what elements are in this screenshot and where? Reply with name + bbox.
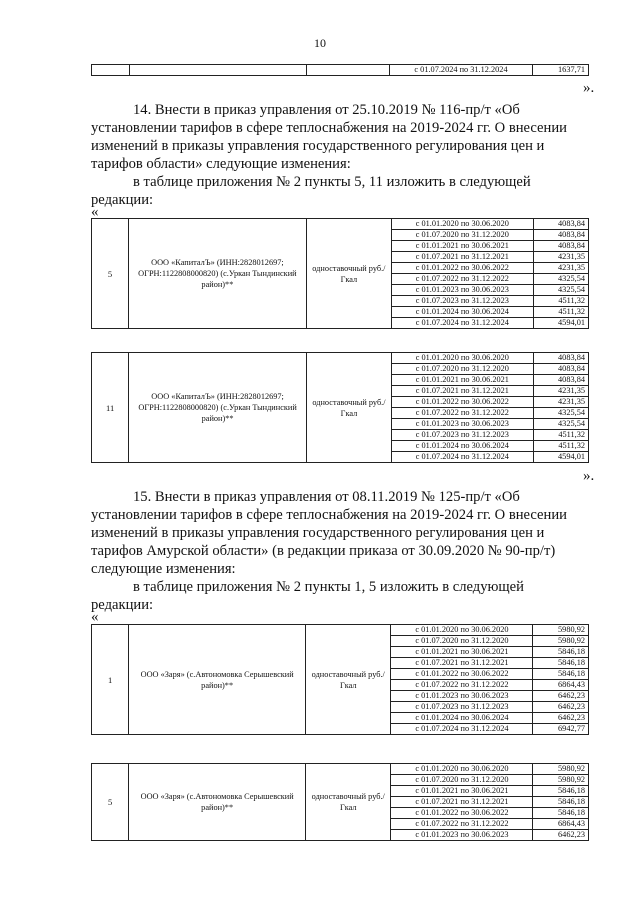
continuation-table [91,64,589,76]
period-cell: с 01.07.2020 по 31.12.2020 [392,364,534,375]
value-cell: 4325,54 [533,285,588,296]
value-cell: 5980,92 [533,764,589,775]
value-cell: 5846,18 [533,797,589,808]
period-cell: с 01.01.2021 по 30.06.2021 [391,241,533,252]
period-cell: с 01.01.2022 по 30.06.2022 [392,397,534,408]
value-cell: 5846,18 [533,647,589,658]
closing-quote: ». [583,468,595,484]
value-cell: 5846,18 [533,658,589,669]
period-cell: с 01.07.2021 по 31.12.2021 [391,797,533,808]
value-cell: 5980,92 [533,636,589,647]
item-14-text [91,101,599,209]
value-cell: 4231,35 [533,263,588,274]
value-cell: 4594,01 [533,452,588,463]
paragraph-line: изменений в приказы управления государственного регулирования цен и [91,138,545,154]
period-cell: с 01.01.2020 по 30.06.2020 [391,764,533,775]
period-cell: с 01.07.2022 по 31.12.2022 [391,819,533,830]
value-cell: 4231,35 [533,397,588,408]
paragraph-line: в таблице приложения № 2 пункты 5, 11 изложить в следующей [133,174,531,190]
value-cell: 4083,84 [533,353,588,364]
period-cell: с 01.01.2020 по 30.06.2020 [392,353,534,364]
open-quote: « [91,609,99,625]
value-cell: 6462,23 [533,713,589,724]
period-cell: с 01.07.2020 по 31.12.2020 [391,775,533,786]
period-cell: с 01.07.2022 по 31.12.2022 [391,680,533,691]
organization-cell: ООО «КапиталЪ» (ИНН:2828012697; ОГРН:1122808000820) (с.Уркан Тындинский район)** [129,353,307,463]
paragraph-line: тарифов области» следующие изменения: [91,156,351,172]
value-cell: 4083,84 [533,219,588,230]
period-cell: с 01.01.2024 по 30.06.2024 [391,713,533,724]
paragraph-line: 14. Внести в приказ управления от 25.10.2019 № 116-пр/т «Об [133,102,520,118]
item-number-cell: 1 [92,625,129,735]
period-cell: с 01.01.2020 по 30.06.2020 [391,219,533,230]
period-cell: с 01.07.2020 по 31.12.2020 [391,230,533,241]
period-cell: с 01.01.2023 по 30.06.2023 [391,285,533,296]
paragraph-line: установлении тарифов в сфере теплоснабжения на 2019-2024 гг. О внесении [91,507,567,523]
item-number-cell: 5 [92,219,129,329]
paragraph-line: изменений в приказы управления государственного регулирования цен и [91,525,545,541]
period-cell: с 01.07.2023 по 31.12.2023 [392,430,534,441]
period-cell: с 01.07.2023 по 31.12.2023 [391,702,533,713]
paragraph-line: следующие изменения: [91,561,236,577]
value-cell: 6462,23 [533,691,589,702]
item-number-cell: 5 [92,764,129,841]
tariff-table-2 [91,352,589,463]
period-cell: с 01.01.2021 по 30.06.2021 [391,786,533,797]
period-cell: с 01.07.2024 по 31.12.2024 [390,65,533,76]
value-cell: 1637,71 [533,65,589,76]
table-row [92,353,589,364]
paragraph-line: в таблице приложения № 2 пункты 1, 5 изложить в следующей [133,579,524,595]
period-cell: с 01.07.2024 по 31.12.2024 [392,452,534,463]
page-number: 10 [314,36,326,50]
value-cell: 6942,77 [533,724,589,735]
period-cell: с 01.01.2024 по 30.06.2024 [392,441,534,452]
item-number-cell: 11 [92,353,129,463]
tariff-table-3 [91,624,589,735]
period-cell: с 01.07.2024 по 31.12.2024 [391,318,533,329]
closing-quote: ». [583,80,595,96]
table-row [92,219,589,230]
tariff-type-cell: одноставочный руб./Гкал [306,353,391,463]
tariff-table-4 [91,763,589,841]
period-cell: с 01.01.2020 по 30.06.2020 [391,625,533,636]
value-cell: 6864,43 [533,819,589,830]
value-cell: 4231,35 [533,252,588,263]
value-cell: 4594,01 [533,318,588,329]
value-cell: 5846,18 [533,786,589,797]
value-cell: 5980,92 [533,775,589,786]
period-cell: с 01.07.2020 по 31.12.2020 [391,636,533,647]
value-cell: 4511,32 [533,307,588,318]
table-row [92,65,589,76]
value-cell: 4083,84 [533,375,588,386]
tariff-type-cell: одноставочный руб./Гкал [306,219,391,329]
value-cell: 5846,18 [533,669,589,680]
value-cell: 6462,23 [533,830,589,841]
period-cell: с 01.07.2021 по 31.12.2021 [391,252,533,263]
tariff-type-cell: одноставочный руб./Гкал [306,625,391,735]
value-cell: 4511,32 [533,296,588,307]
tariff-table-1 [91,218,589,329]
value-cell: 4083,84 [533,241,588,252]
value-cell: 6864,43 [533,680,589,691]
value-cell: 4083,84 [533,230,588,241]
period-cell: с 01.01.2022 по 30.06.2022 [391,808,533,819]
period-cell: с 01.01.2022 по 30.06.2022 [391,669,533,680]
period-cell: с 01.01.2023 по 30.06.2023 [391,830,533,841]
open-quote: « [91,204,99,220]
period-cell: с 01.07.2024 по 31.12.2024 [391,724,533,735]
value-cell: 4231,35 [533,386,588,397]
value-cell: 4325,54 [533,408,588,419]
paragraph-line: редакции: [91,192,154,208]
period-cell: с 01.07.2023 по 31.12.2023 [391,296,533,307]
paragraph-line: установлении тарифов в сфере теплоснабжения на 2019-2024 гг. О внесении [91,120,567,136]
item-15-text [91,488,599,614]
table-row [92,764,589,775]
paragraph-line: 15. Внести в приказ управления от 08.11.2019 № 125-пр/т «Об [133,489,520,505]
paragraph-line: тарифов Амурской области» (в редакции приказа от 30.09.2020 № 90-пр/т) [91,543,556,559]
period-cell: с 01.01.2021 по 30.06.2021 [392,375,534,386]
value-cell: 4325,54 [533,419,588,430]
value-cell: 5980,92 [533,625,589,636]
value-cell: 6462,23 [533,702,589,713]
value-cell: 4511,32 [533,441,588,452]
period-cell: с 01.01.2021 по 30.06.2021 [391,647,533,658]
period-cell: с 01.07.2021 по 31.12.2021 [392,386,534,397]
period-cell: с 01.01.2023 по 30.06.2023 [392,419,534,430]
organization-cell: ООО «Заря» (с.Автономовка Серышевский район)** [129,625,306,735]
value-cell: 4325,54 [533,274,588,285]
tariff-type-cell: одноставочный руб./Гкал [306,764,391,841]
table-row [92,625,589,636]
organization-cell: ООО «КапиталЪ» (ИНН:2828012697; ОГРН:1122808000820) (с.Уркан Тындинский район)** [128,219,306,329]
period-cell: с 01.07.2021 по 31.12.2021 [391,658,533,669]
period-cell: с 01.07.2022 по 31.12.2022 [391,274,533,285]
period-cell: с 01.01.2023 по 30.06.2023 [391,691,533,702]
paragraph-line: редакции: [91,597,154,613]
organization-cell: ООО «Заря» (с.Автономовка Серышевский район)** [129,764,306,841]
period-cell: с 01.07.2022 по 31.12.2022 [392,408,534,419]
value-cell: 5846,18 [533,808,589,819]
value-cell: 4083,84 [533,364,588,375]
period-cell: с 01.01.2022 по 30.06.2022 [391,263,533,274]
period-cell: с 01.01.2024 по 30.06.2024 [391,307,533,318]
value-cell: 4511,32 [533,430,588,441]
